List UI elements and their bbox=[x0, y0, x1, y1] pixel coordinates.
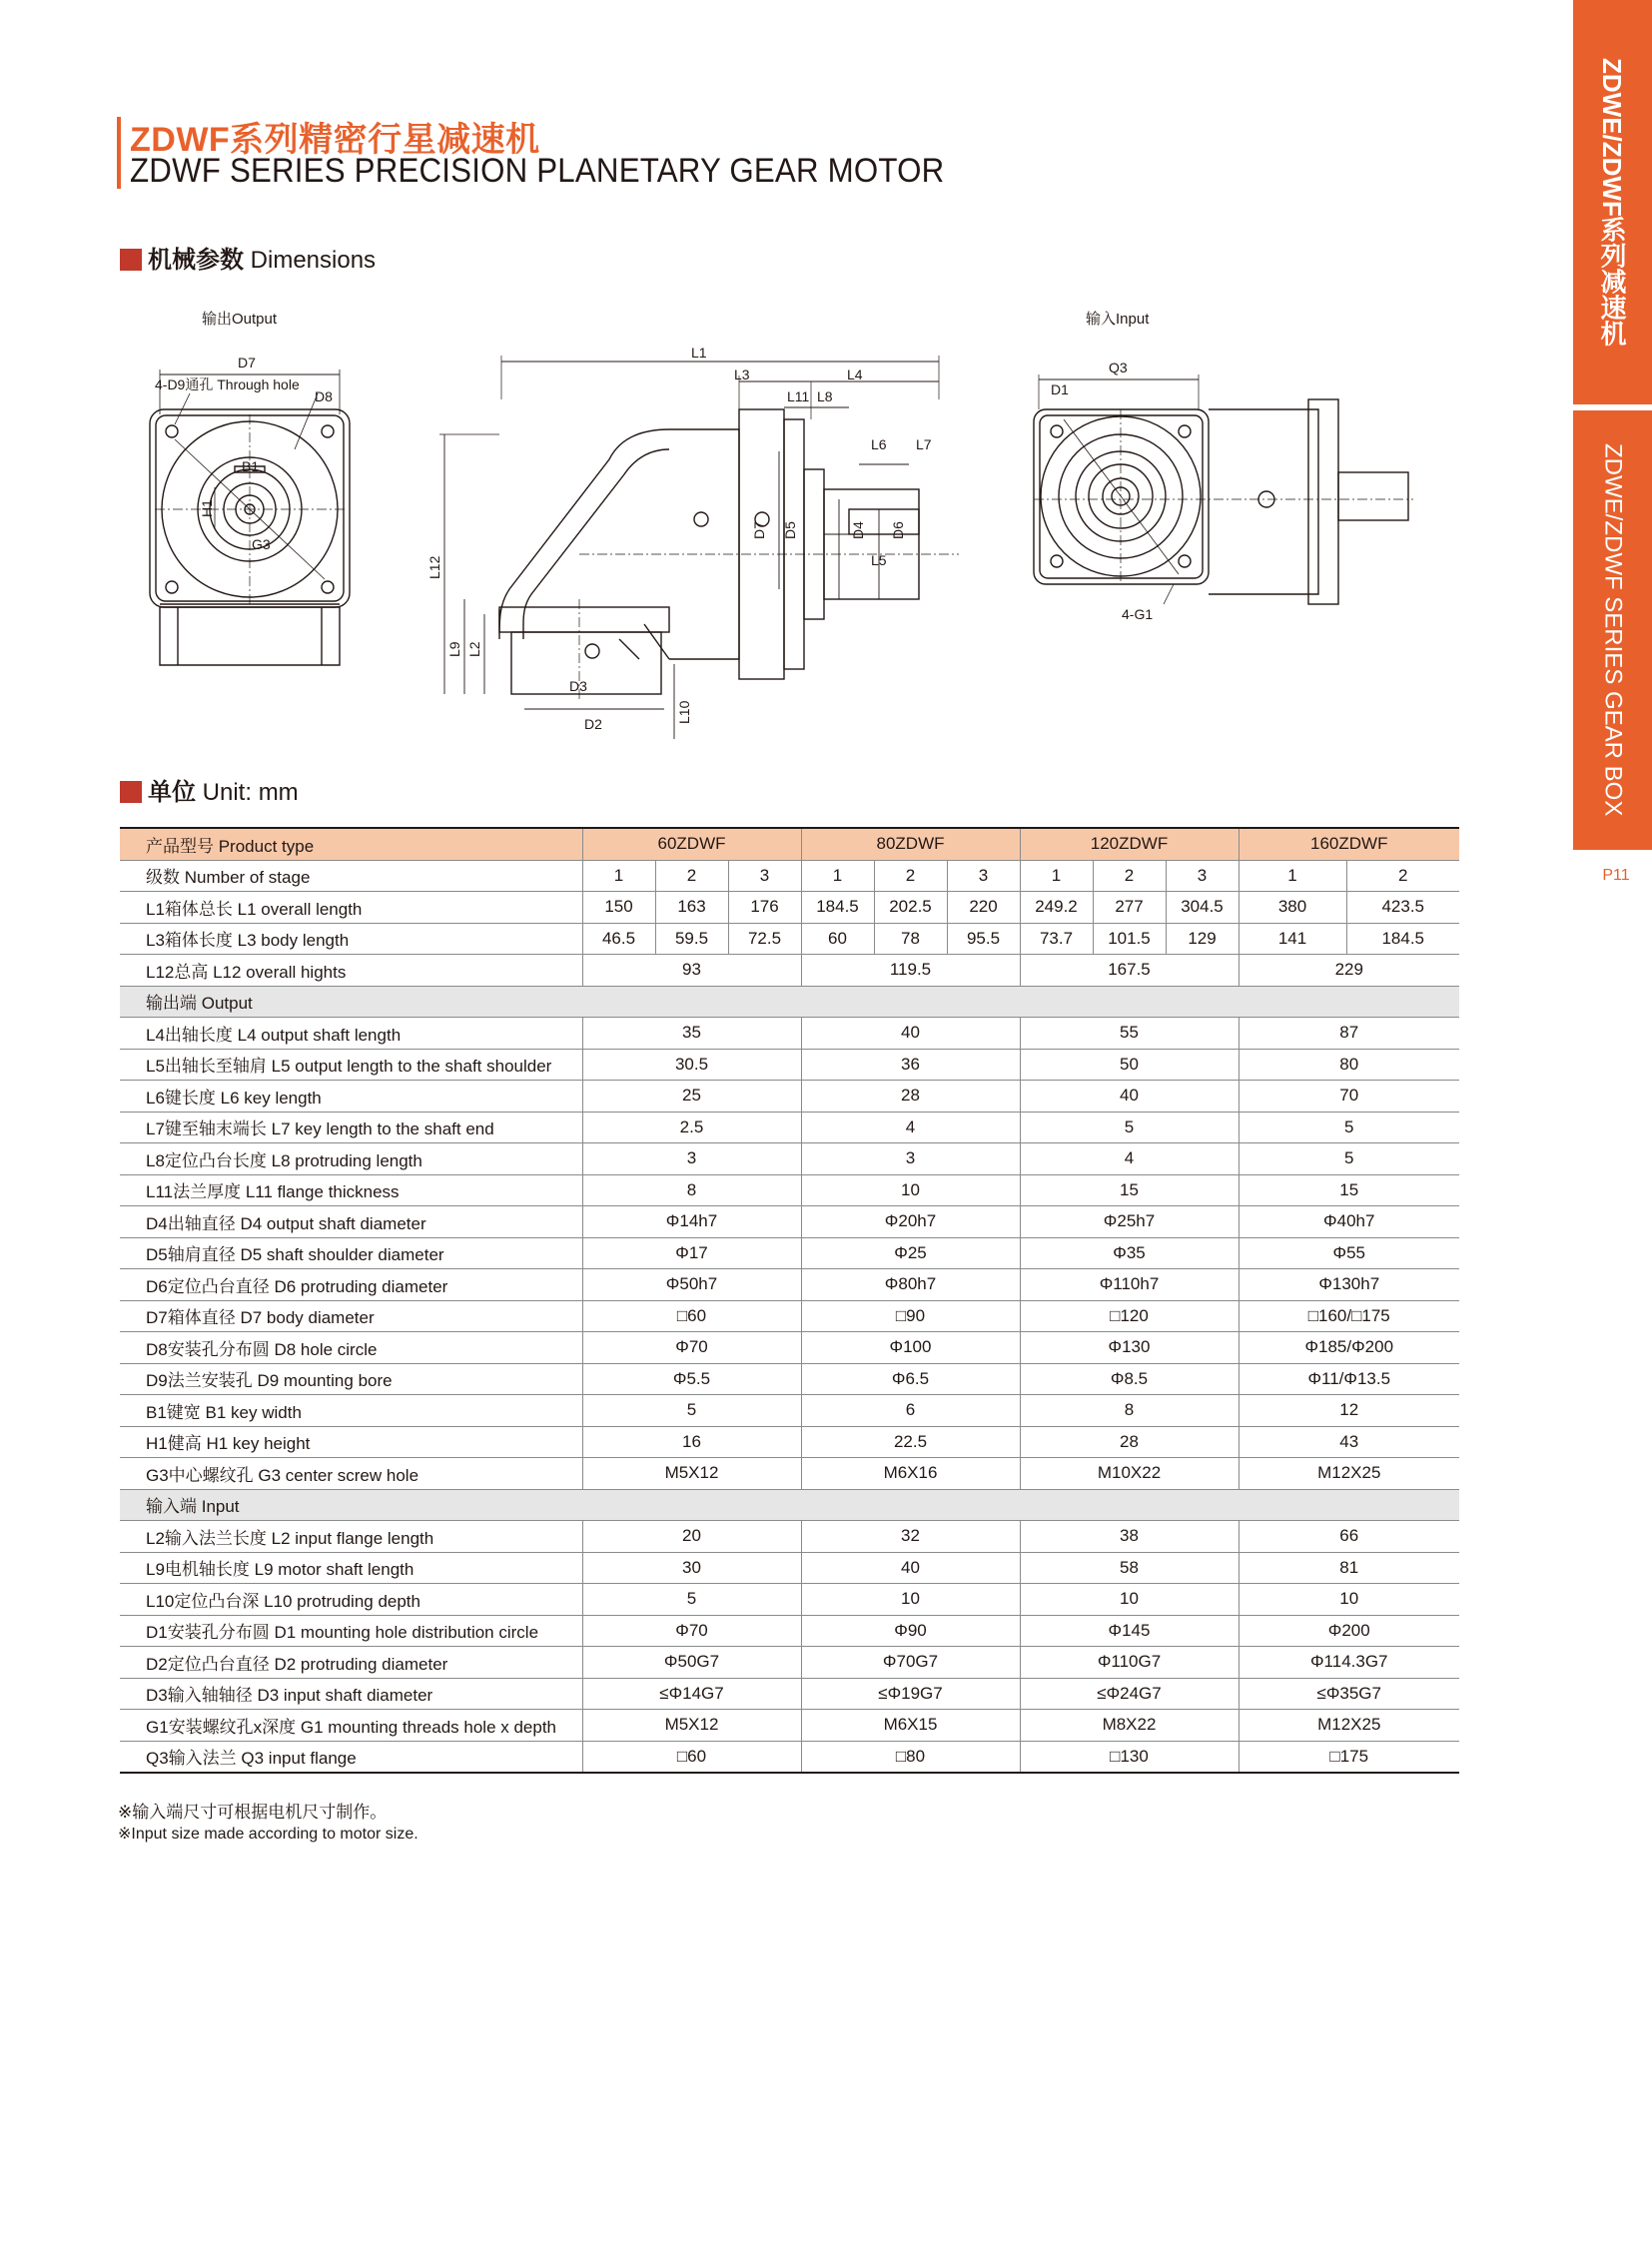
table-row bbox=[120, 1741, 1459, 1773]
table-row bbox=[120, 892, 1459, 924]
table-cell: 10 bbox=[801, 1584, 1020, 1616]
table-cell: Φ70 bbox=[582, 1332, 801, 1364]
table-cell: 10 bbox=[801, 1174, 1020, 1206]
label-l6: L6 bbox=[871, 436, 887, 452]
table-cell: Φ90 bbox=[801, 1615, 1020, 1647]
table-cell: 1 bbox=[1239, 860, 1346, 892]
table-cell: Φ110h7 bbox=[1020, 1269, 1239, 1301]
table-cell: Φ5.5 bbox=[582, 1363, 801, 1395]
table-row bbox=[120, 1049, 1459, 1081]
table-cell: Φ17 bbox=[582, 1237, 801, 1269]
dimensions-heading bbox=[120, 240, 376, 275]
table-cell: 176 bbox=[728, 892, 801, 924]
table-cell: 10 bbox=[1239, 1584, 1459, 1616]
table-cell: 3 bbox=[582, 1143, 801, 1175]
row-label: Q3输入法兰 Q3 input flange bbox=[120, 1741, 582, 1773]
table-row bbox=[120, 1112, 1459, 1143]
row-label: G1安装螺纹孔x深度 G1 mounting threads hole x depth bbox=[120, 1710, 582, 1742]
table-cell: 2 bbox=[874, 860, 947, 892]
row-label: D2定位凸台直径 D2 protruding diameter bbox=[120, 1647, 582, 1679]
table-row bbox=[120, 860, 1459, 892]
input-view-label: 输入Input bbox=[1086, 311, 1150, 328]
label-g3: G3 bbox=[252, 536, 271, 552]
table-cell: 10 bbox=[1020, 1584, 1239, 1616]
table-cell: M12X25 bbox=[1239, 1458, 1459, 1490]
label-l12: L12 bbox=[426, 555, 442, 579]
side-tab-top bbox=[1573, 0, 1652, 404]
table-cell: 4 bbox=[801, 1112, 1020, 1143]
table-cell: 12 bbox=[1239, 1395, 1459, 1427]
table-cell: 95.5 bbox=[947, 923, 1020, 955]
dimensions-heading-cn: 机械参数 bbox=[148, 247, 244, 274]
table-row bbox=[120, 1458, 1459, 1490]
table-cell: 4 bbox=[1020, 1143, 1239, 1175]
table-cell: 59.5 bbox=[655, 923, 728, 955]
table-cell: 423.5 bbox=[1346, 892, 1459, 924]
table-cell: 2.5 bbox=[582, 1112, 801, 1143]
table-cell: Φ40h7 bbox=[1239, 1206, 1459, 1238]
table-cell: 3 bbox=[728, 860, 801, 892]
table-cell: Φ6.5 bbox=[801, 1363, 1020, 1395]
row-label: L2输入法兰长度 L2 input flange length bbox=[120, 1521, 582, 1553]
table-cell: Φ80h7 bbox=[801, 1269, 1020, 1301]
page-number: P11 bbox=[1602, 867, 1630, 884]
unit-heading bbox=[120, 772, 299, 807]
row-label: H1健高 H1 key height bbox=[120, 1426, 582, 1458]
table-cell: Φ185/Φ200 bbox=[1239, 1332, 1459, 1364]
row-label: D1安装孔分布圆 D1 mounting hole distribution circle bbox=[120, 1615, 582, 1647]
table-cell: 167.5 bbox=[1020, 955, 1239, 987]
table-cell: 25 bbox=[582, 1081, 801, 1113]
table-cell: 15 bbox=[1020, 1174, 1239, 1206]
table-cell: 119.5 bbox=[801, 955, 1020, 987]
table-cell: Φ55 bbox=[1239, 1237, 1459, 1269]
table-cell: ≤Φ35G7 bbox=[1239, 1678, 1459, 1710]
table-row bbox=[120, 1552, 1459, 1584]
table-cell: 30 bbox=[582, 1552, 801, 1584]
table-cell: 8 bbox=[1020, 1395, 1239, 1427]
table-cell: □130 bbox=[1020, 1741, 1239, 1773]
table-cell: □60 bbox=[582, 1741, 801, 1773]
unit-heading-en: Unit: mm bbox=[202, 779, 299, 806]
page-title-cn: ZDWF系列精密行星减速机 bbox=[130, 121, 540, 159]
side-tab-top-text: ZDWE/ZDWF系列减速机 bbox=[1597, 58, 1627, 347]
table-cell: Φ20h7 bbox=[801, 1206, 1020, 1238]
table-row bbox=[120, 1678, 1459, 1710]
table-cell: 6 bbox=[801, 1395, 1020, 1427]
label-l1: L1 bbox=[691, 345, 707, 361]
table-row bbox=[120, 1647, 1459, 1679]
group-label: 输入端 Input bbox=[120, 1489, 1459, 1521]
table-cell: 46.5 bbox=[582, 923, 655, 955]
table-cell: 150 bbox=[582, 892, 655, 924]
table-cell: 35 bbox=[582, 1018, 801, 1050]
table-cell: 141 bbox=[1239, 923, 1346, 955]
section-square-icon bbox=[120, 249, 142, 271]
table-cell: M10X22 bbox=[1020, 1458, 1239, 1490]
section-square-icon bbox=[120, 781, 142, 803]
label-l4: L4 bbox=[847, 367, 863, 382]
table-row bbox=[120, 1300, 1459, 1332]
table-cell: Φ70 bbox=[582, 1615, 801, 1647]
table-row bbox=[120, 1395, 1459, 1427]
table-cell: 2 bbox=[1093, 860, 1166, 892]
label-d3: D3 bbox=[569, 678, 587, 694]
table-cell: 5 bbox=[582, 1584, 801, 1616]
row-label: D3输入轴轴径 D3 input shaft diameter bbox=[120, 1678, 582, 1710]
table-cell: Φ25 bbox=[801, 1237, 1020, 1269]
model-header-cell: 60ZDWF bbox=[582, 828, 801, 860]
table-cell: M12X25 bbox=[1239, 1710, 1459, 1742]
row-label: D4出轴直径 D4 output shaft diameter bbox=[120, 1206, 582, 1238]
table-cell: Φ35 bbox=[1020, 1237, 1239, 1269]
label-l10: L10 bbox=[676, 700, 692, 724]
row-label: L9电机轴长度 L9 motor shaft length bbox=[120, 1552, 582, 1584]
label-q3: Q3 bbox=[1109, 360, 1128, 375]
table-cell: Φ14h7 bbox=[582, 1206, 801, 1238]
row-label: L12总高 L12 overall hights bbox=[120, 955, 582, 987]
table-cell: 1 bbox=[582, 860, 655, 892]
label-l3: L3 bbox=[734, 367, 750, 382]
label-d8: D8 bbox=[315, 388, 333, 404]
table-cell: □175 bbox=[1239, 1741, 1459, 1773]
model-header-cell: 160ZDWF bbox=[1239, 828, 1459, 860]
group-row-input bbox=[120, 1489, 1459, 1521]
table-cell: Φ130 bbox=[1020, 1332, 1239, 1364]
table-cell: ≤Φ14G7 bbox=[582, 1678, 801, 1710]
table-cell: Φ110G7 bbox=[1020, 1647, 1239, 1679]
row-label: L3箱体长度 L3 body length bbox=[120, 923, 582, 955]
row-label: D5轴肩直径 D5 shaft shoulder diameter bbox=[120, 1237, 582, 1269]
table-cell: Φ50G7 bbox=[582, 1647, 801, 1679]
table-cell: 80 bbox=[1239, 1049, 1459, 1081]
table-cell: 81 bbox=[1239, 1552, 1459, 1584]
label-l11: L11 bbox=[787, 388, 810, 404]
table-cell: Φ50h7 bbox=[582, 1269, 801, 1301]
table-cell: Φ100 bbox=[801, 1332, 1020, 1364]
table-cell: ≤Φ19G7 bbox=[801, 1678, 1020, 1710]
table-cell: 3 bbox=[1166, 860, 1239, 892]
table-cell: M8X22 bbox=[1020, 1710, 1239, 1742]
table-cell: 5 bbox=[1020, 1112, 1239, 1143]
label-l8: L8 bbox=[817, 388, 833, 404]
table-cell: 129 bbox=[1166, 923, 1239, 955]
output-view-label: 输出Output bbox=[202, 311, 278, 328]
row-label: L4出轴长度 L4 output shaft length bbox=[120, 1018, 582, 1050]
table-cell: 38 bbox=[1020, 1521, 1239, 1553]
table-cell: 380 bbox=[1239, 892, 1346, 924]
note-cn: ※输入端尺寸可根据电机尺寸制作。 bbox=[118, 1803, 388, 1822]
table-cell: 15 bbox=[1239, 1174, 1459, 1206]
table-cell: 28 bbox=[801, 1081, 1020, 1113]
row-label: L1箱体总长 L1 overall length bbox=[120, 892, 582, 924]
table-cell: 66 bbox=[1239, 1521, 1459, 1553]
output-end-view-drawing bbox=[130, 340, 370, 699]
table-cell: 73.7 bbox=[1020, 923, 1093, 955]
table-row bbox=[120, 1615, 1459, 1647]
table-row bbox=[120, 1206, 1459, 1238]
model-header-cell: 120ZDWF bbox=[1020, 828, 1239, 860]
table-cell: 304.5 bbox=[1166, 892, 1239, 924]
table-cell: 60 bbox=[801, 923, 874, 955]
table-row bbox=[120, 1237, 1459, 1269]
table-cell: 220 bbox=[947, 892, 1020, 924]
table-cell: 3 bbox=[947, 860, 1020, 892]
table-row bbox=[120, 1174, 1459, 1206]
specifications-table bbox=[120, 827, 1459, 1774]
row-label: L8定位凸台长度 L8 protruding length bbox=[120, 1143, 582, 1175]
table-cell: 40 bbox=[1020, 1081, 1239, 1113]
label-d7: D7 bbox=[238, 355, 256, 371]
table-cell: 50 bbox=[1020, 1049, 1239, 1081]
label-through-hole: 4-D9通孔 Through hole bbox=[155, 376, 300, 392]
table-cell: 70 bbox=[1239, 1081, 1459, 1113]
table-cell: 40 bbox=[801, 1552, 1020, 1584]
label-d5: D5 bbox=[782, 521, 798, 539]
table-cell: □90 bbox=[801, 1300, 1020, 1332]
table-cell: Φ130h7 bbox=[1239, 1269, 1459, 1301]
row-label: L6键长度 L6 key length bbox=[120, 1081, 582, 1113]
label-l7: L7 bbox=[916, 436, 932, 452]
table-cell: Φ25h7 bbox=[1020, 1206, 1239, 1238]
table-cell: M5X12 bbox=[582, 1458, 801, 1490]
label-d1: D1 bbox=[1051, 381, 1069, 397]
table-cell: 30.5 bbox=[582, 1049, 801, 1081]
table-cell: 229 bbox=[1239, 955, 1459, 987]
table-cell: 72.5 bbox=[728, 923, 801, 955]
table-cell: ≤Φ24G7 bbox=[1020, 1678, 1239, 1710]
note-en: ※Input size made according to motor size. bbox=[118, 1826, 418, 1843]
table-row bbox=[120, 1269, 1459, 1301]
table-cell: M6X15 bbox=[801, 1710, 1020, 1742]
table-cell: 5 bbox=[1239, 1112, 1459, 1143]
group-label: 输出端 Output bbox=[120, 986, 1459, 1018]
table-row bbox=[120, 955, 1459, 987]
row-label: L5出轴长至轴肩 L5 output length to the shaft shoulder bbox=[120, 1049, 582, 1081]
table-cell: 93 bbox=[582, 955, 801, 987]
label-b1: B1 bbox=[242, 458, 260, 474]
group-row-output bbox=[120, 986, 1459, 1018]
page-title-en: ZDWF SERIES PRECISION PLANETARY GEAR MOTOR bbox=[130, 152, 945, 190]
table-row bbox=[120, 1363, 1459, 1395]
table-row bbox=[120, 1710, 1459, 1742]
row-label: D7箱体直径 D7 body diameter bbox=[120, 1300, 582, 1332]
row-label: D6定位凸台直径 D6 protruding diameter bbox=[120, 1269, 582, 1301]
table-cell: □160/□175 bbox=[1239, 1300, 1459, 1332]
table-cell: 163 bbox=[655, 892, 728, 924]
dimensions-heading-en: Dimensions bbox=[250, 247, 377, 274]
table-cell: 58 bbox=[1020, 1552, 1239, 1584]
table-cell: 22.5 bbox=[801, 1426, 1020, 1458]
table-cell: □60 bbox=[582, 1300, 801, 1332]
side-view-drawing bbox=[419, 340, 989, 739]
table-cell: 87 bbox=[1239, 1018, 1459, 1050]
table-cell: Φ8.5 bbox=[1020, 1363, 1239, 1395]
label-l5: L5 bbox=[871, 552, 887, 568]
table-row bbox=[120, 1426, 1459, 1458]
label-d6: D6 bbox=[890, 521, 906, 539]
table-cell: 2 bbox=[655, 860, 728, 892]
table-cell: 40 bbox=[801, 1018, 1020, 1050]
table-cell: 1 bbox=[1020, 860, 1093, 892]
table-cell: Φ114.3G7 bbox=[1239, 1647, 1459, 1679]
label-l9: L9 bbox=[446, 641, 462, 657]
table-cell: □80 bbox=[801, 1741, 1020, 1773]
table-row bbox=[120, 1521, 1459, 1553]
row-label: D8安装孔分布圆 D8 hole circle bbox=[120, 1332, 582, 1364]
table-cell: 2 bbox=[1346, 860, 1459, 892]
row-label: D9法兰安装孔 D9 mounting bore bbox=[120, 1363, 582, 1395]
side-tab-bottom-text: ZDWE/ZDWF SERIES GEAR BOX bbox=[1599, 443, 1627, 817]
table-cell: 249.2 bbox=[1020, 892, 1093, 924]
table-cell: 3 bbox=[801, 1143, 1020, 1175]
table-cell: 20 bbox=[582, 1521, 801, 1553]
table-cell: 184.5 bbox=[1346, 923, 1459, 955]
table-row bbox=[120, 1143, 1459, 1175]
table-cell: 8 bbox=[582, 1174, 801, 1206]
table-cell: 55 bbox=[1020, 1018, 1239, 1050]
side-tab-bottom bbox=[1573, 410, 1652, 850]
label-h1: H1 bbox=[199, 499, 215, 517]
table-cell: 78 bbox=[874, 923, 947, 955]
table-cell: 184.5 bbox=[801, 892, 874, 924]
table-row bbox=[120, 1081, 1459, 1113]
table-row bbox=[120, 1584, 1459, 1616]
table-cell: 16 bbox=[582, 1426, 801, 1458]
table-cell: 202.5 bbox=[874, 892, 947, 924]
label-l2: L2 bbox=[466, 641, 482, 657]
label-d2: D2 bbox=[584, 716, 602, 732]
label-g1: 4-G1 bbox=[1122, 606, 1154, 622]
table-cell: 32 bbox=[801, 1521, 1020, 1553]
table-row bbox=[120, 1018, 1459, 1050]
table-cell: 28 bbox=[1020, 1426, 1239, 1458]
model-header-cell: 80ZDWF bbox=[801, 828, 1020, 860]
table-row bbox=[120, 1332, 1459, 1364]
row-label: L10定位凸台深 L10 protruding depth bbox=[120, 1584, 582, 1616]
unit-heading-cn: 单位 bbox=[148, 779, 196, 806]
table-header-row bbox=[120, 828, 1459, 860]
table-cell: 5 bbox=[1239, 1143, 1459, 1175]
row-label: G3中心螺纹孔 G3 center screw hole bbox=[120, 1458, 582, 1490]
title-accent-bar bbox=[117, 117, 121, 189]
row-label: B1键宽 B1 key width bbox=[120, 1395, 582, 1427]
header-label: 产品型号 Product type bbox=[120, 828, 582, 860]
row-label: L11法兰厚度 L11 flange thickness bbox=[120, 1174, 582, 1206]
row-label: L7键至轴末端长 L7 key length to the shaft end bbox=[120, 1112, 582, 1143]
table-cell: 101.5 bbox=[1093, 923, 1166, 955]
table-cell: 277 bbox=[1093, 892, 1166, 924]
table-cell: M5X12 bbox=[582, 1710, 801, 1742]
table-row bbox=[120, 923, 1459, 955]
label-d7-side: D7 bbox=[751, 521, 767, 539]
table-cell: □120 bbox=[1020, 1300, 1239, 1332]
table-cell: 1 bbox=[801, 860, 874, 892]
table-cell: M6X16 bbox=[801, 1458, 1020, 1490]
table-cell: 5 bbox=[582, 1395, 801, 1427]
table-cell: Φ145 bbox=[1020, 1615, 1239, 1647]
table-cell: 43 bbox=[1239, 1426, 1459, 1458]
label-d4: D4 bbox=[850, 521, 866, 539]
table-cell: Φ11/Φ13.5 bbox=[1239, 1363, 1459, 1395]
input-end-view-drawing bbox=[1019, 355, 1418, 654]
table-cell: 36 bbox=[801, 1049, 1020, 1081]
table-cell: Φ70G7 bbox=[801, 1647, 1020, 1679]
row-label: 级数 Number of stage bbox=[120, 860, 582, 892]
table-cell: Φ200 bbox=[1239, 1615, 1459, 1647]
